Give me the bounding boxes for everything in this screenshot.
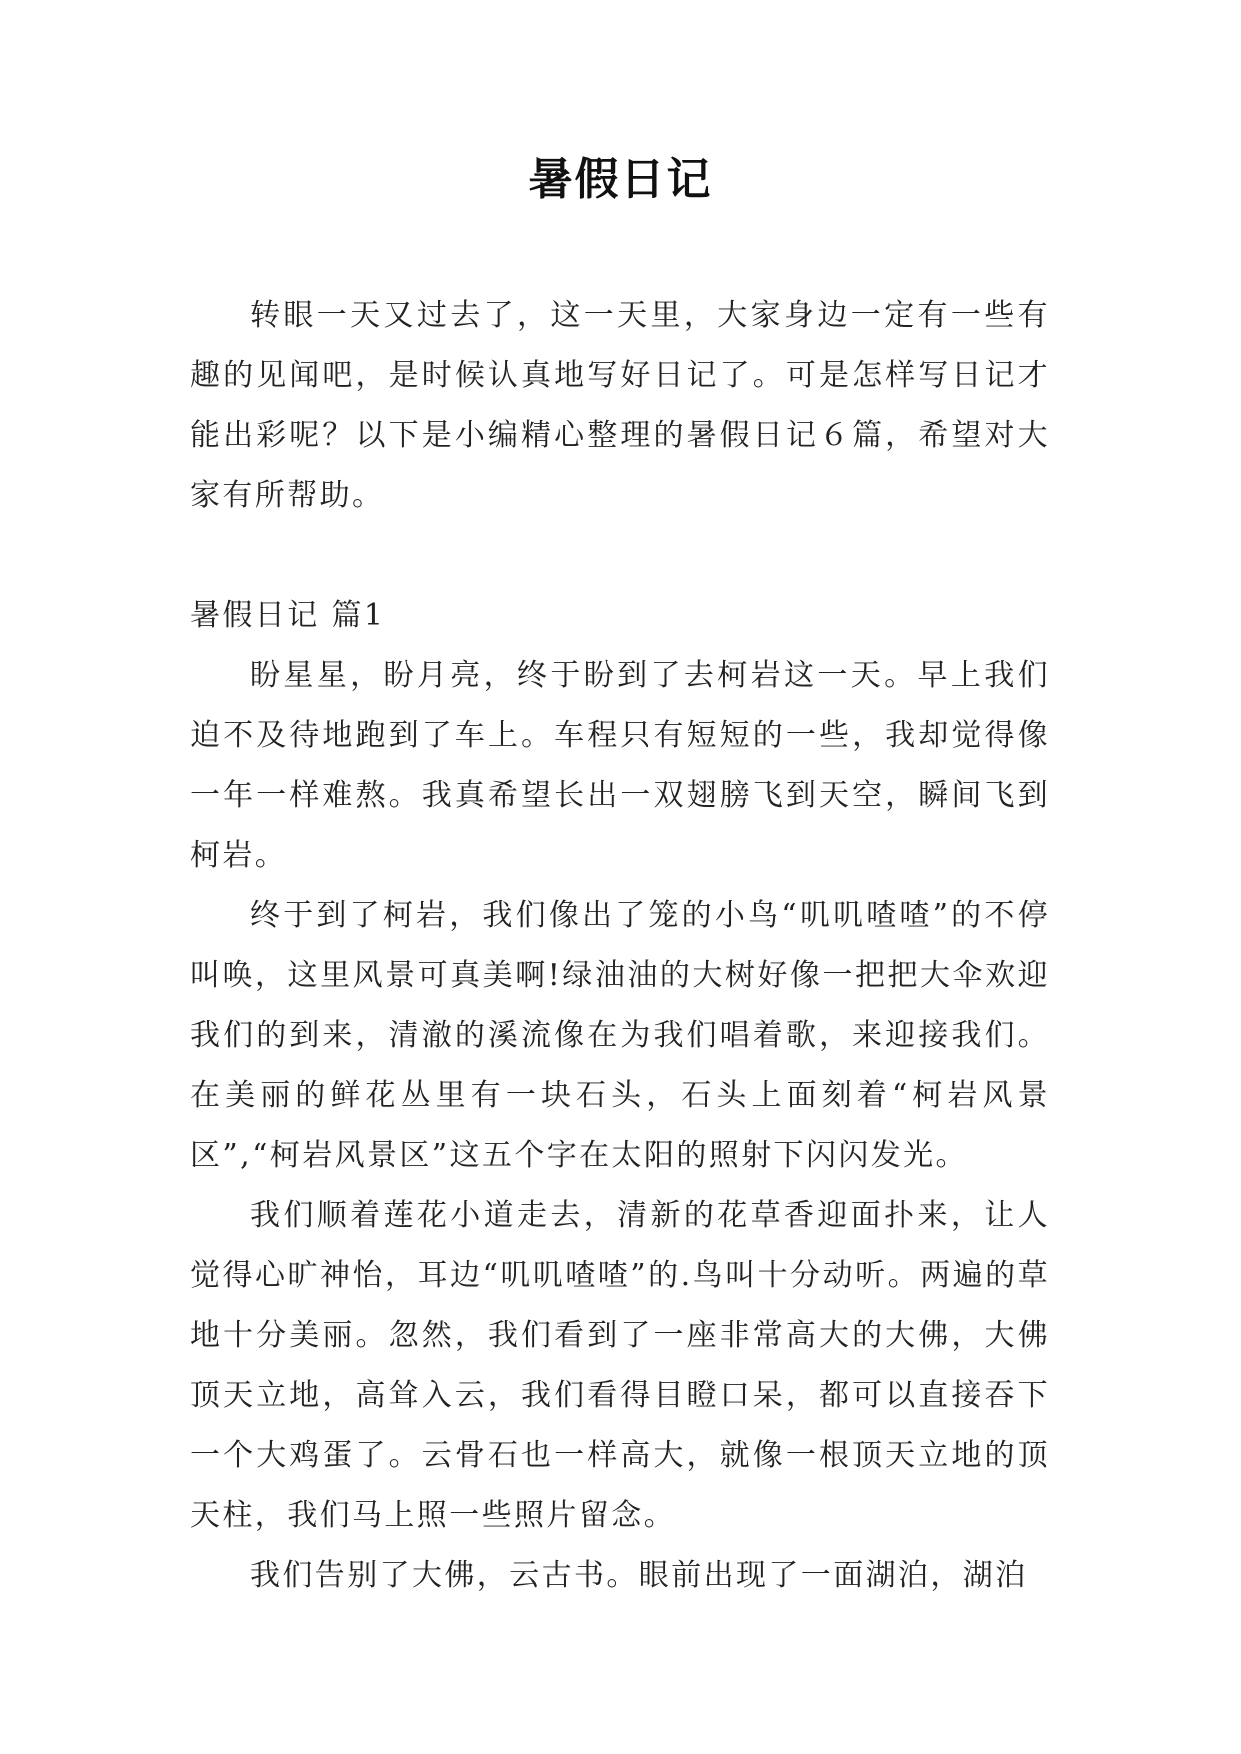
- document-body: [190, 286, 1050, 1606]
- intro-paragraph: 转眼一天又过去了，这一天里，大家身边一定有一些有趣的见闻吧，是时候认真地写好日记了。可是怎样写日记才能出彩呢？以下是小编精心整理的暑假日记６篇，希望对大家有所帮助。: [190, 298, 1050, 513]
- body-paragraph-4: 我们告别了大佛，云古书。眼前出现了一面湖泊，湖泊: [250, 1558, 1028, 1593]
- body-paragraph-2: 终于到了柯岩，我们像出了笼的小鸟“叽叽喳喳”的不停叫唤，这里风景可真美啊!绿油油的大树好像一把把大伞欢迎我们的到来，清澈的溪流像在为我们唱着歌，来迎接我们。在美丽的鲜花丛里有一块石头，石头上面刻着“柯岩风景区”,“柯岩风景区”这五个字在太阳的照射下闪闪发光。: [190, 898, 1050, 1173]
- body-paragraph-3: 我们顺着莲花小道走去，清新的花草香迎面扑来，让人觉得心旷神怡，耳边“叽叽喳喳”的.鸟叫十分动听。两遍的草地十分美丽。忽然，我们看到了一座非常高大的大佛，大佛顶天立地，高耸入云，我们看得目瞪口呆，都可以直接吞下一个大鸡蛋了。云骨石也一样高大，就像一根顶天立地的顶天柱，我们马上照一些照片留念。: [190, 1198, 1050, 1533]
- section-heading: 暑假日记 篇1: [190, 598, 386, 633]
- document-title: 暑假日记: [528, 154, 713, 205]
- body-paragraph-1: 盼星星，盼月亮，终于盼到了去柯岩这一天。早上我们迫不及待地跑到了车上。车程只有短短的一些，我却觉得像一年一样难熬。我真希望长出一双翅膀飞到天空，瞬间飞到柯岩。: [190, 658, 1050, 873]
